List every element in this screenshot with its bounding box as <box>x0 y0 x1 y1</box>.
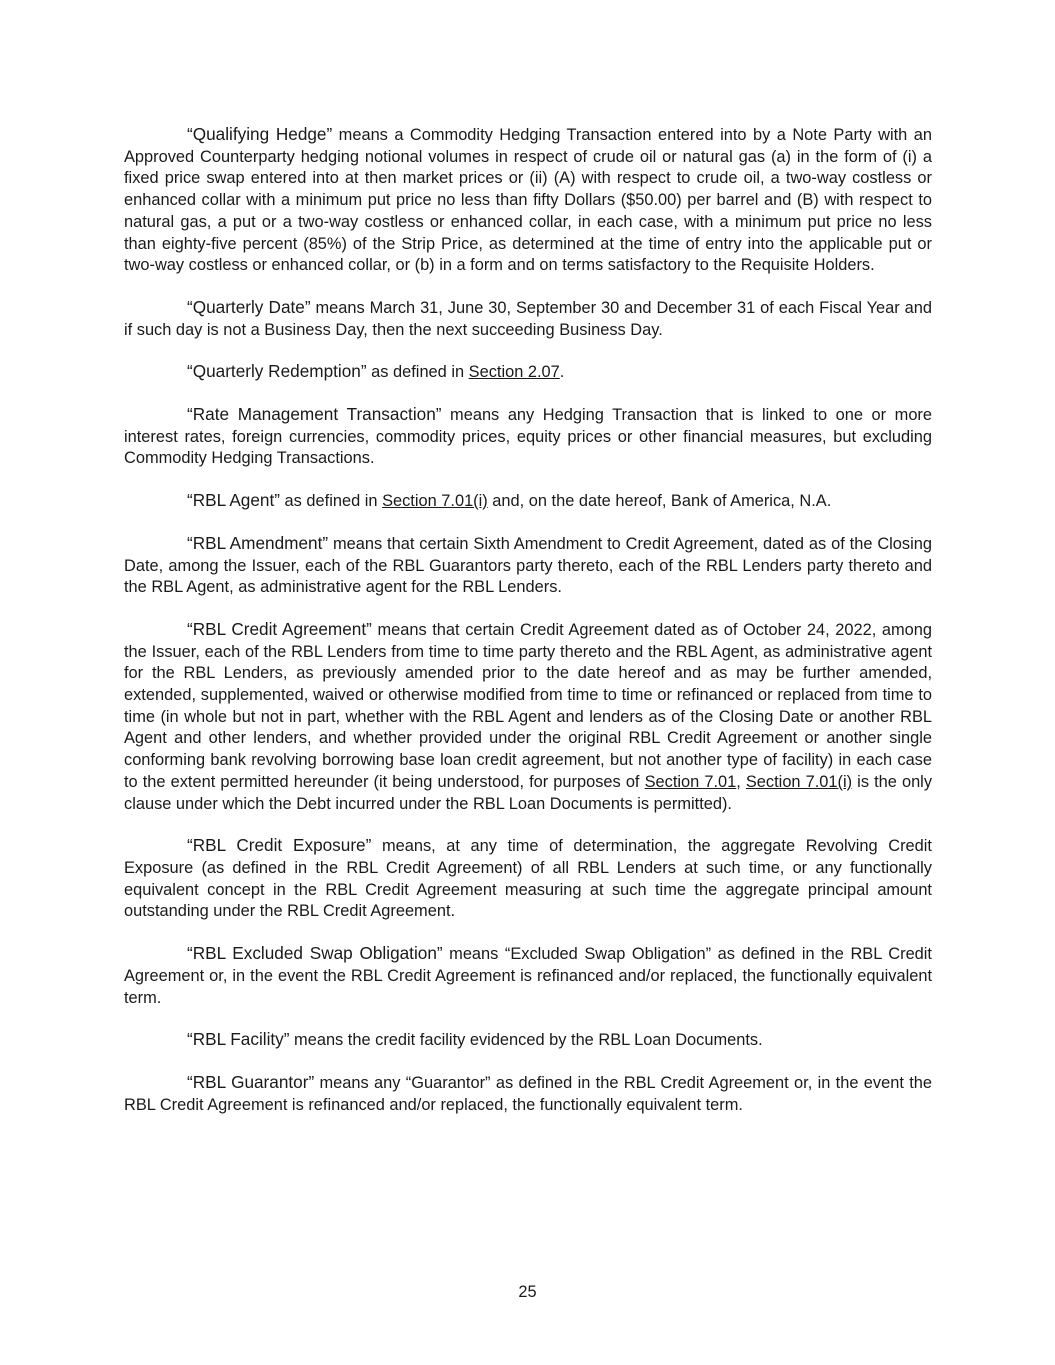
definition-text: means the credit facility evidenced by the RBL Loan Documents. <box>289 1031 763 1050</box>
defined-term: “RBL Guarantor” <box>187 1071 315 1092</box>
definition-text: means that certain Credit Agreement dated as of October 24, 2022, among the Issuer, each of the RBL Lenders from time to time party thereto and the RBL Agent, as administrative agent for the RBL Lenders, as previously amended prior to the date hereof and as may be further amended, extended, supplemented, waived or otherwise modified from time to time or refinanced or replaced from time to time (in whole but not in part, whether with the RBL Agent and lenders as of the Closing Date or another RBL Agent and other lenders, and whether provided under the original RBL Credit Agreement or another single conforming bank revolving borrowing base loan credit agreement, but not another type of facility) in each case to the extent permitted hereunder (it being understood, for purposes of <box>124 620 932 791</box>
definition-text: means, at any time of determination, the aggregate Revolving Credit Exposure (as defined in the RBL Credit Agreement) of all RBL Lenders at such time, or any functionally equivalent concept in the RBL Credit Agreement measuring at such time the aggregate principal amount outstanding under the RBL Credit Agreement. <box>124 837 932 921</box>
page-number: 25 <box>518 1283 537 1301</box>
defined-term: “Rate Management Transaction” <box>187 404 442 425</box>
definition-quarterly-redemption <box>124 361 932 384</box>
defined-term: “RBL Credit Agreement” <box>187 618 372 639</box>
definition-rbl-excluded-swap-obligation <box>124 943 932 1009</box>
defined-term: “Qualifying Hedge” <box>187 124 333 144</box>
defined-term: “RBL Credit Exposure” <box>187 835 372 856</box>
definition-rbl-credit-exposure <box>124 835 932 923</box>
defined-term: “RBL Facility” <box>187 1029 290 1050</box>
definition-rate-management-transaction <box>124 404 932 470</box>
definition-text: means “Excluded Swap Obligation” as defined in the RBL Credit Agreement or, in the event the RBL Credit Agreement is refinanced and/or replaced, the functionally equivalent term. <box>124 945 932 1007</box>
definition-quarterly-date <box>124 297 932 341</box>
section-reference: Section 7.01 <box>644 772 737 791</box>
section-reference: Section 7.01(i) <box>745 772 853 791</box>
defined-term: “Quarterly Date” <box>187 296 311 317</box>
definition-text-end: is the only clause under which the Debt incurred under the RBL Loan Documents is permitted). <box>124 772 933 813</box>
defined-term: “Quarterly Redemption” <box>187 361 367 382</box>
definition-text: means any “Guarantor” as defined in the RBL Credit Agreement or, in the event the RBL Credit Agreement is refinanced and/or replaced, the functionally equivalent term. <box>124 1073 932 1114</box>
definition-text: as defined in <box>366 363 469 382</box>
definition-qualifying-hedge <box>124 124 932 277</box>
definition-text: means that certain Sixth Amendment to Credit Agreement, dated as of the Closing Date, among the Issuer, each of the RBL Guarantors party thereto, each of the RBL Lenders party thereto and the RBL Agent, as administrative agent for the RBL Lenders. <box>124 534 932 597</box>
section-reference: Section 2.07 <box>468 363 560 382</box>
definition-rbl-facility <box>124 1029 932 1052</box>
definition-text: means March 31, June 30, September 30 and December 31 of each Fiscal Year and if such day is not a Business Day, then the next succeeding Business Day. <box>124 298 932 339</box>
defined-term: “RBL Excluded Swap Obligation” <box>187 943 443 964</box>
definition-text-separator: , <box>736 772 746 791</box>
definition-text: as defined in <box>280 492 383 511</box>
definition-rbl-amendment <box>124 533 932 599</box>
definition-text-end: . <box>559 363 565 382</box>
definition-text-end: and, on the date hereof, Bank of America, N.A. <box>487 492 832 511</box>
definition-rbl-agent <box>124 490 932 513</box>
definition-text: means a Commodity Hedging Transaction entered into by a Note Party with an Approved Counterparty hedging notional volumes in respect of crude oil or natural gas (a) in the form of (i) a fixed price swap entered into at then market prices or (ii) (A) with respect to crude oil, a two-way costless or enhanced collar with a minimum put price no less than fifty Dollars ($50.00) per barrel and (B) with respect to natural gas, a put or a two-way costless or enhanced collar, in each case, with a minimum put price no less than eighty-five percent (85%) of the Strip Price, as determined at the time of entry into the applicable put or two-way costless or enhanced collar, or (b) in a form and on terms satisfactory to the Requisite Holders. <box>124 126 932 275</box>
document-body <box>124 124 932 1136</box>
defined-term: “RBL Amendment” <box>187 532 329 553</box>
defined-term: “RBL Agent” <box>187 490 280 511</box>
definition-text: means any Hedging Transaction that is linked to one or more interest rates, foreign currencies, commodity prices, equity prices or other financial measures, but excluding Commodity Hedging Transactions. <box>124 406 933 468</box>
section-reference: Section 7.01(i) <box>382 492 488 511</box>
definition-rbl-guarantor <box>124 1072 932 1116</box>
definition-rbl-credit-agreement <box>124 619 932 815</box>
